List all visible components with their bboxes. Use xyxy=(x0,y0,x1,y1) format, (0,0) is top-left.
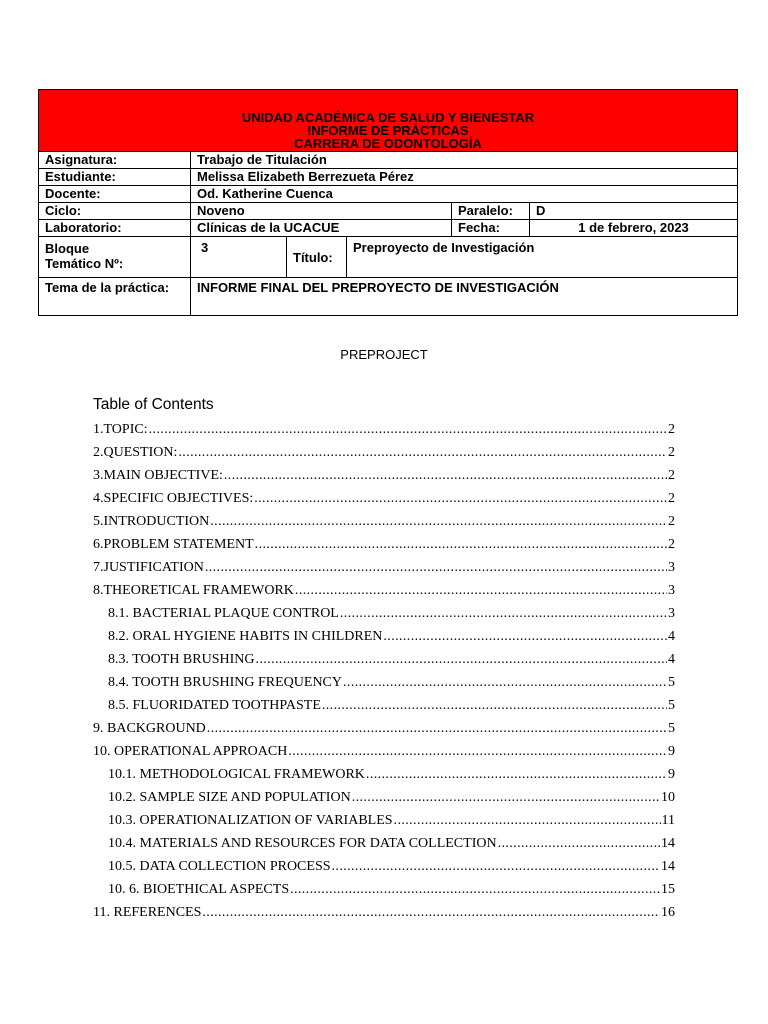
toc-entry[interactable] xyxy=(93,578,675,601)
toc-entry-page: 5 xyxy=(668,698,675,713)
toc-entry[interactable] xyxy=(93,509,675,532)
toc-entry-label: 10.1. METHODOLOGICAL FRAMEWORK xyxy=(108,767,365,782)
toc-entry[interactable] xyxy=(93,762,675,785)
toc-entry-page: 14 xyxy=(661,836,675,851)
toc-entry[interactable] xyxy=(93,647,675,670)
toc-entry-page: 4 xyxy=(668,652,675,667)
toc-entry-page: 10 xyxy=(661,790,675,805)
docente-value: Od. Katherine Cuenca xyxy=(191,186,738,203)
tema-label: Tema de la práctica: xyxy=(39,278,191,316)
toc-dot-leader xyxy=(255,650,668,670)
toc-entry[interactable] xyxy=(93,831,675,854)
toc-dot-leader xyxy=(497,834,660,854)
toc-entry-page: 5 xyxy=(668,721,675,736)
toc-entry-page: 9 xyxy=(668,744,675,759)
toc-dot-leader xyxy=(177,443,667,463)
fecha-value: 1 de febrero, 2023 xyxy=(530,220,738,237)
toc-dot-leader xyxy=(209,512,667,532)
toc-entry-page: 3 xyxy=(668,606,675,621)
toc-entry-page: 2 xyxy=(668,514,675,529)
toc-dot-leader xyxy=(294,581,667,601)
titulo-label: Título: xyxy=(287,237,347,278)
toc-dot-leader xyxy=(254,535,667,555)
banner-line-report: INFORME DE PRÁCTICAS xyxy=(307,123,469,138)
toc-entry[interactable] xyxy=(93,440,675,463)
toc-dot-leader xyxy=(321,696,667,716)
toc-entry-label: 8.2. ORAL HYGIENE HABITS IN CHILDREN xyxy=(108,629,383,644)
tema-value: INFORME FINAL DEL PREPROYECTO DE INVESTIGACIÓN xyxy=(191,278,738,316)
toc-entry-page: 11 xyxy=(661,813,675,828)
ciclo-label: Ciclo: xyxy=(39,203,191,220)
toc-entry-label: 8.5. FLUORIDATED TOOTHPASTE xyxy=(108,698,321,713)
toc-entry-page: 2 xyxy=(668,445,675,460)
bloque-label-line1: Bloque xyxy=(45,241,90,256)
toc-entry-page: 14 xyxy=(661,859,675,874)
toc-entry-page: 16 xyxy=(661,905,675,920)
toc-dot-leader xyxy=(342,673,667,693)
toc-entry-page: 2 xyxy=(668,537,675,552)
toc-entry[interactable] xyxy=(93,486,675,509)
toc-entry[interactable] xyxy=(93,808,675,831)
bloque-value: 3 xyxy=(191,237,287,278)
fecha-label: Fecha: xyxy=(452,220,530,237)
toc-entry[interactable] xyxy=(93,670,675,693)
docente-label: Docente: xyxy=(39,186,191,203)
toc-entry-label: 10.2. SAMPLE SIZE AND POPULATION xyxy=(108,790,351,805)
banner-line-unit: UNIDAD ACADÉMICA DE SALUD Y BIENESTAR xyxy=(241,110,535,125)
section-heading: PREPROJECT xyxy=(340,347,428,362)
toc-entry-label: 8.4. TOOTH BRUSHING FREQUENCY xyxy=(108,675,343,690)
paralelo-value: D xyxy=(530,203,738,220)
toc-dot-leader xyxy=(204,558,667,578)
toc-entry[interactable] xyxy=(93,532,675,555)
toc-dot-leader xyxy=(223,466,667,486)
toc-entry-page: 3 xyxy=(668,583,675,598)
titulo-value: Preproyecto de Investigación xyxy=(347,237,738,278)
toc-entry[interactable] xyxy=(93,739,675,762)
toc-dot-leader xyxy=(339,604,667,624)
laboratorio-label: Laboratorio: xyxy=(39,220,191,237)
toc-entry-label: 7.JUSTIFICATION xyxy=(93,560,204,575)
toc-entry-page: 9 xyxy=(668,767,675,782)
table-of-contents xyxy=(93,417,675,923)
toc-entry-label: 4.SPECIFIC OBJECTIVES: xyxy=(93,491,254,506)
toc-dot-leader xyxy=(393,811,661,831)
toc-entry[interactable] xyxy=(93,601,675,624)
laboratorio-value: Clínicas de la UCACUE xyxy=(191,220,452,237)
toc-entry-label: 8.THEORETICAL FRAMEWORK xyxy=(93,583,294,598)
toc-entry[interactable] xyxy=(93,624,675,647)
toc-dot-leader xyxy=(331,857,660,877)
toc-entry-page: 2 xyxy=(668,491,675,506)
toc-entry-label: 10.3. OPERATIONALIZATION OF VARIABLES xyxy=(108,813,393,828)
toc-entry-label: 2.QUESTION: xyxy=(93,445,178,460)
toc-entry-label: 5.INTRODUCTION xyxy=(93,514,210,529)
institution-banner xyxy=(39,90,738,152)
toc-entry-label: 1.TOPIC: xyxy=(93,422,148,437)
toc-entry[interactable] xyxy=(93,693,675,716)
toc-entry[interactable] xyxy=(93,555,675,578)
toc-dot-leader xyxy=(206,719,667,739)
toc-entry-label: 8.3. TOOTH BRUSHING xyxy=(108,652,255,667)
toc-dot-leader xyxy=(201,903,660,923)
toc-entry-label: 10. OPERATIONAL APPROACH xyxy=(93,744,288,759)
toc-dot-leader xyxy=(365,765,667,785)
toc-entry[interactable] xyxy=(93,877,675,900)
toc-entry-page: 15 xyxy=(661,882,675,897)
toc-entry-label: 11. REFERENCES xyxy=(93,905,202,920)
estudiante-value: Melissa Elizabeth Berrezueta Pérez xyxy=(191,169,738,186)
toc-entry-label: 10. 6. BIOETHICAL ASPECTS xyxy=(108,882,290,897)
toc-dot-leader xyxy=(289,880,660,900)
toc-dot-leader xyxy=(351,788,660,808)
banner-line-career: CARRERA DE ODONTOLOGÍA xyxy=(294,136,482,151)
toc-entry-label: 3.MAIN OBJECTIVE: xyxy=(93,468,223,483)
toc-entry-label: 10.5. DATA COLLECTION PROCESS xyxy=(108,859,331,874)
toc-entry-page: 2 xyxy=(668,468,675,483)
toc-entry-label: 6.PROBLEM STATEMENT xyxy=(93,537,254,552)
asignatura-label: Asignatura: xyxy=(39,152,191,169)
toc-entry-label: 9. BACKGROUND xyxy=(93,721,206,736)
toc-dot-leader xyxy=(382,627,667,647)
toc-entry-page: 4 xyxy=(668,629,675,644)
toc-entry[interactable] xyxy=(93,854,675,877)
toc-entry-page: 3 xyxy=(668,560,675,575)
toc-title: Table of Contents xyxy=(93,396,214,413)
paralelo-label: Paralelo: xyxy=(452,203,530,220)
toc-dot-leader xyxy=(287,742,667,762)
toc-entry[interactable] xyxy=(93,417,675,440)
toc-entry-page: 2 xyxy=(668,422,675,437)
bloque-label xyxy=(39,237,191,278)
estudiante-label: Estudiante: xyxy=(39,169,191,186)
practice-report-header-table xyxy=(38,89,738,316)
toc-entry-label: 8.1. BACTERIAL PLAQUE CONTROL xyxy=(108,606,339,621)
asignatura-value: Trabajo de Titulación xyxy=(191,152,738,169)
toc-dot-leader xyxy=(253,489,667,509)
toc-entry-page: 5 xyxy=(668,675,675,690)
toc-entry[interactable] xyxy=(93,463,675,486)
toc-entry[interactable] xyxy=(93,785,675,808)
toc-entry-label: 10.4. MATERIALS AND RESOURCES FOR DATA COLLECTION xyxy=(108,836,497,851)
bloque-label-line2: Temático Nº: xyxy=(45,256,124,271)
ciclo-value: Noveno xyxy=(191,203,452,220)
toc-dot-leader xyxy=(148,420,667,440)
toc-entry[interactable] xyxy=(93,900,675,923)
toc-entry[interactable] xyxy=(93,716,675,739)
